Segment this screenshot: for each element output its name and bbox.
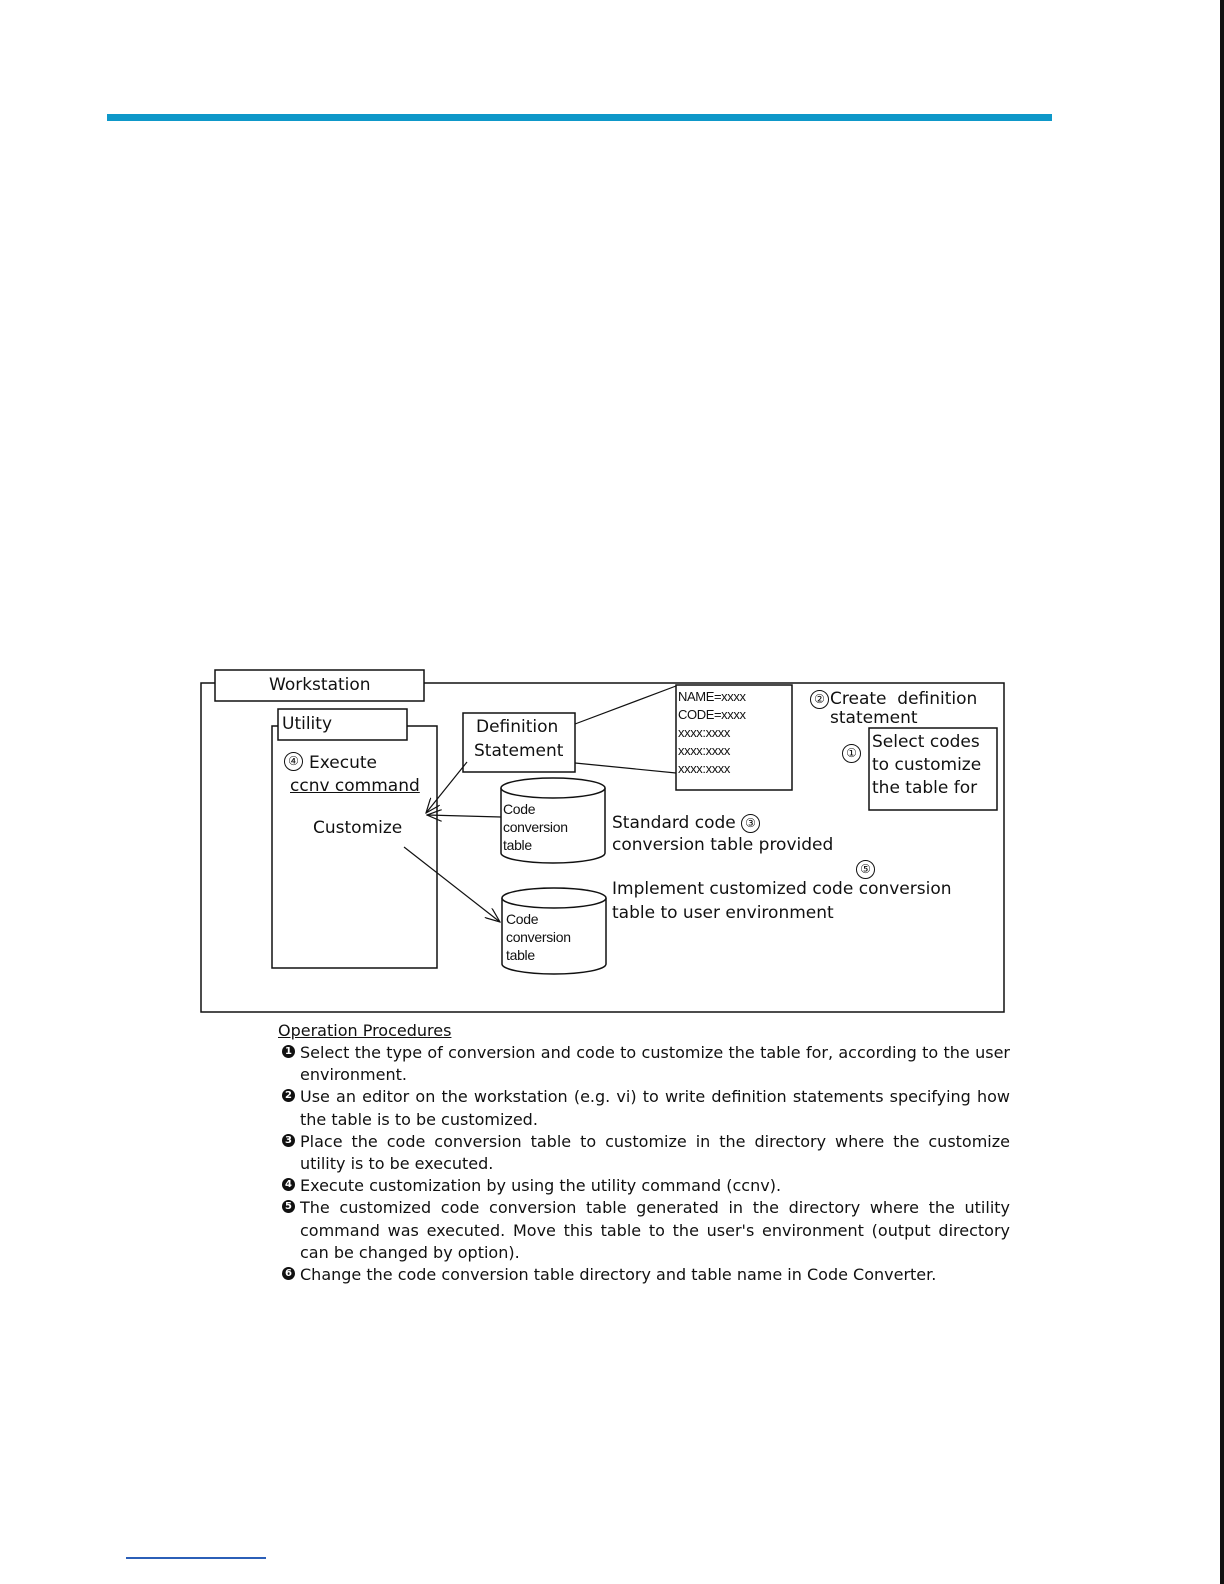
standard-table-label [503,800,568,854]
step-number-icon: 3 [282,1134,295,1147]
step-number-icon: 2 [282,1089,295,1102]
table-line: conversion [506,929,571,945]
procedure-step [278,1264,1010,1286]
procedure-step [278,1131,1010,1175]
select-line: the table for [872,778,978,798]
step-number-icon: 5 [282,1200,295,1213]
footer-rule [126,1557,266,1559]
customize-label: Customize [313,818,403,838]
step-number-5: ⑤ [856,860,875,879]
implement-label-2: table to user environment [612,903,834,923]
definition-label-1: Definition [476,717,559,737]
procedures-title: Operation Procedures [278,1021,452,1040]
table-line: Code [503,801,536,817]
statement-content [678,688,746,778]
table-line: conversion [503,819,568,835]
procedure-step [278,1197,1010,1264]
customized-table-label [506,910,571,964]
step-text: Use an editor on the workstation (e.g. vi) to write definition statements specifying how the table is to be customized. [300,1087,1010,1129]
step-number-2: ② [810,690,829,709]
step-number-icon: 6 [282,1267,295,1280]
standard-code-label: Standard code [612,813,736,833]
table-line: Code [506,911,539,927]
table-line: table [506,947,535,963]
step-number-icon: 1 [282,1045,295,1058]
procedure-step [278,1086,1010,1130]
create-statement-label: statement [830,708,918,728]
step-text: Place the code conversion table to customize in the directory where the customize utility is to be executed. [300,1131,1010,1174]
implement-label-1: Implement customized code conversion [612,879,952,899]
select-codes-text [872,731,981,800]
statement-line: CODE=xxxx [678,707,746,722]
procedure-step [278,1042,1010,1086]
table-line: table [503,837,532,853]
standard-table-provided-label: conversion table provided [612,835,834,855]
select-line: Select codes [872,732,980,752]
step-text: Select the type of conversion and code to customize the table for, according to the user environment. [300,1043,1010,1085]
step-number-1: ① [842,744,861,763]
execute-label: Execute [309,753,377,773]
create-definition-label: Create definition [830,689,978,709]
step-text: Change the code conversion table directory and table name in Code Converter. [300,1265,937,1285]
procedure-step [278,1175,1010,1197]
step-number-3: ③ [741,814,760,833]
workstation-label: Workstation [269,675,371,695]
utility-label: Utility [282,714,333,734]
step-text: The customized code conversion table generated in the directory where the utility command was executed. Move this table to the user's environment (output directory can be changed by option). [300,1198,1010,1262]
step-text: Execute customization by using the utility command (ccnv). [300,1176,782,1196]
step-number-4: ④ [284,752,303,771]
statement-line: xxxx:xxxx [678,743,731,758]
operation-procedures [278,1020,1010,1286]
arrow-table-to-utility [427,815,501,817]
statement-line: NAME=xxxx [678,689,746,704]
step-number-icon: 4 [282,1178,295,1191]
select-line: to customize [872,755,982,775]
statement-line: xxxx:xxxx [678,761,731,776]
definition-label-2: Statement [474,741,564,761]
ccnv-command-label: ccnv command [290,776,420,796]
statement-line: xxxx:xxxx [678,725,731,740]
